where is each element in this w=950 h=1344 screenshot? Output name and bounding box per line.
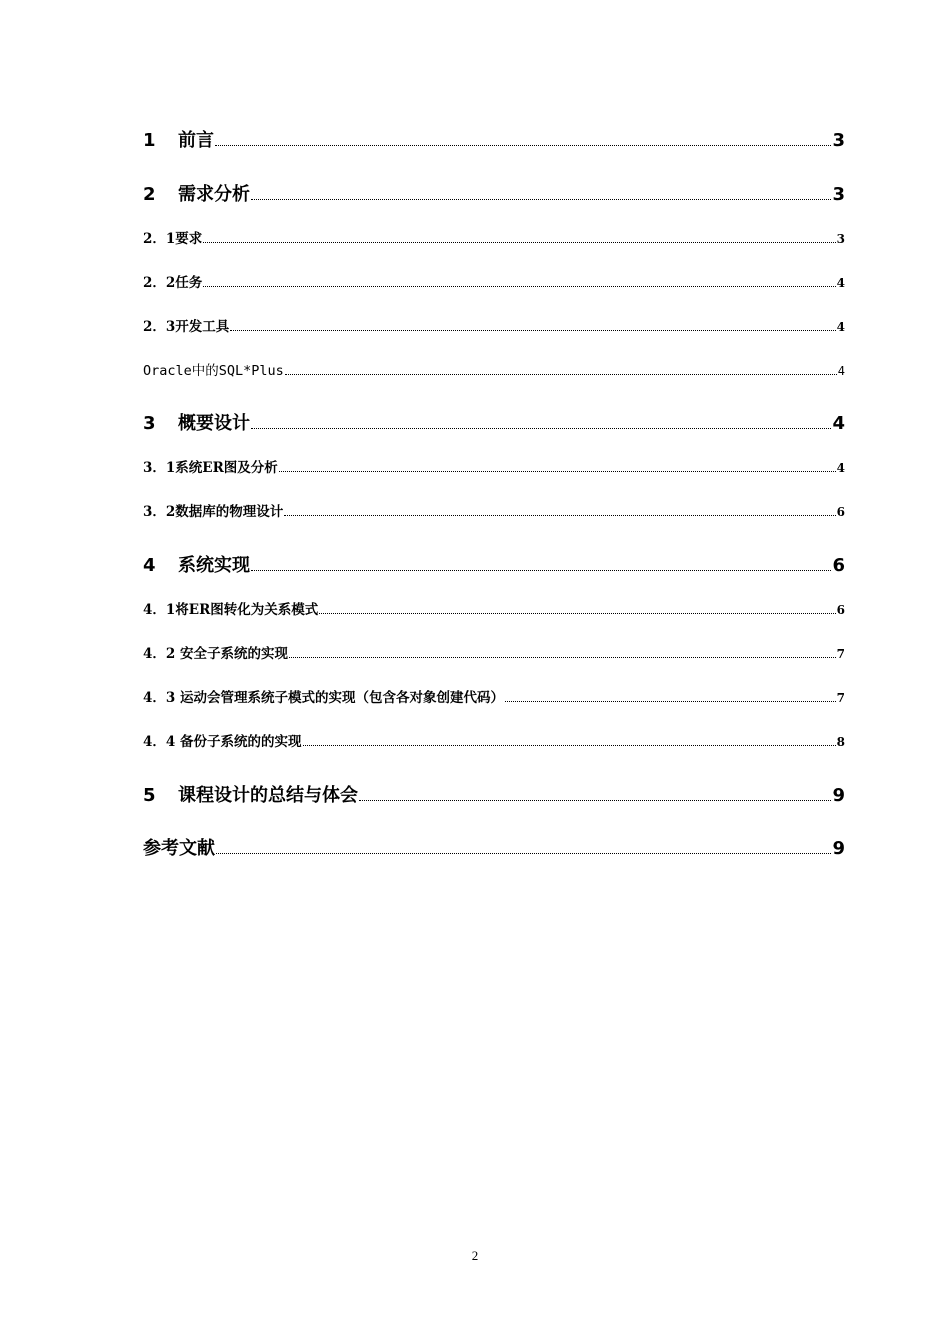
toc-entry-page: 7 (836, 691, 845, 705)
toc-entry-page: 4 (836, 320, 845, 334)
toc-entry-title: 2．1要求 (143, 231, 203, 247)
toc-entry-title: 4．4 备份子系统的的实现 (143, 734, 302, 750)
toc-entry-title: 概要设计 (178, 413, 250, 434)
toc-entry-page: 9 (832, 838, 845, 859)
toc-entry-title: 3．1系统ER图及分析 (143, 460, 278, 476)
toc-entry-page: 4 (836, 461, 845, 475)
toc-entry-number: 1 (143, 130, 156, 151)
toc-entry[interactable] (143, 315, 845, 335)
dot-leader (215, 135, 831, 146)
dot-leader (505, 694, 836, 702)
toc-entry-title: 系统实现 (178, 555, 250, 576)
dot-leader (303, 738, 836, 746)
toc-entry-page: 4 (837, 364, 845, 378)
toc-entry-page: 6 (836, 603, 845, 617)
toc-entry-number: 2 (143, 184, 156, 205)
toc-entry-page: 6 (836, 505, 845, 519)
toc-entry[interactable] (143, 359, 845, 379)
toc-entry[interactable] (143, 598, 845, 618)
dot-leader (216, 843, 831, 854)
toc-entry-title: Oracle中的SQL*Plus (143, 363, 284, 379)
dot-leader (230, 323, 835, 331)
toc-entry[interactable] (143, 180, 845, 206)
toc-entry-title: 参考文献 (143, 838, 215, 859)
toc-entry-page: 3 (832, 130, 845, 151)
toc-entry-number: 5 (143, 785, 156, 806)
toc-entry-page: 4 (832, 413, 845, 434)
toc-entry[interactable] (143, 642, 845, 662)
toc-entry-title: 前言 (178, 130, 214, 151)
toc-entry[interactable] (143, 730, 845, 750)
dot-leader (359, 790, 831, 801)
toc-entry[interactable] (143, 781, 845, 807)
dot-leader (203, 279, 835, 287)
dot-leader (285, 367, 837, 375)
toc-entry-page: 3 (832, 184, 845, 205)
dot-leader (279, 464, 836, 472)
dot-leader (251, 560, 831, 571)
toc-entry-page: 3 (836, 232, 845, 246)
toc-entry-title: 4．3 运动会管理系统子模式的实现（包含各对象创建代码） (143, 690, 504, 706)
toc-entry-page: 4 (836, 276, 845, 290)
toc-entry[interactable] (143, 551, 845, 577)
toc-entry-page: 9 (832, 785, 845, 806)
toc-entry[interactable] (143, 834, 845, 860)
toc-entry[interactable] (143, 686, 845, 706)
dot-leader (289, 650, 836, 658)
toc-entry-title: 4．1将ER图转化为关系模式 (143, 602, 319, 618)
toc-entry[interactable] (143, 126, 845, 152)
toc-entry-number: 4 (143, 555, 156, 576)
toc-entry-title: 2．2任务 (143, 275, 203, 291)
toc-entry-number: 3 (143, 413, 156, 434)
dot-leader (284, 508, 835, 516)
toc-entry-title: 课程设计的总结与体会 (178, 785, 358, 806)
dot-leader (319, 606, 835, 614)
toc-entry-title: 需求分析 (178, 184, 250, 205)
toc-entry[interactable] (143, 456, 845, 476)
toc-entry-title: 2．3开发工具 (143, 319, 230, 335)
toc-entry[interactable] (143, 227, 845, 247)
toc-entry-page: 8 (836, 735, 845, 749)
dot-leader (251, 418, 831, 429)
toc-entry-title: 4．2 安全子系统的实现 (143, 646, 288, 662)
toc-entry-page: 7 (836, 647, 845, 661)
dot-leader (203, 235, 835, 243)
toc-entry[interactable] (143, 409, 845, 435)
page-number: 2 (471, 1248, 479, 1263)
toc-entry-page: 6 (832, 555, 845, 576)
toc-entry[interactable] (143, 271, 845, 291)
toc-entry[interactable] (143, 500, 845, 520)
toc-entry-title: 3．2数据库的物理设计 (143, 504, 284, 520)
dot-leader (251, 189, 831, 200)
